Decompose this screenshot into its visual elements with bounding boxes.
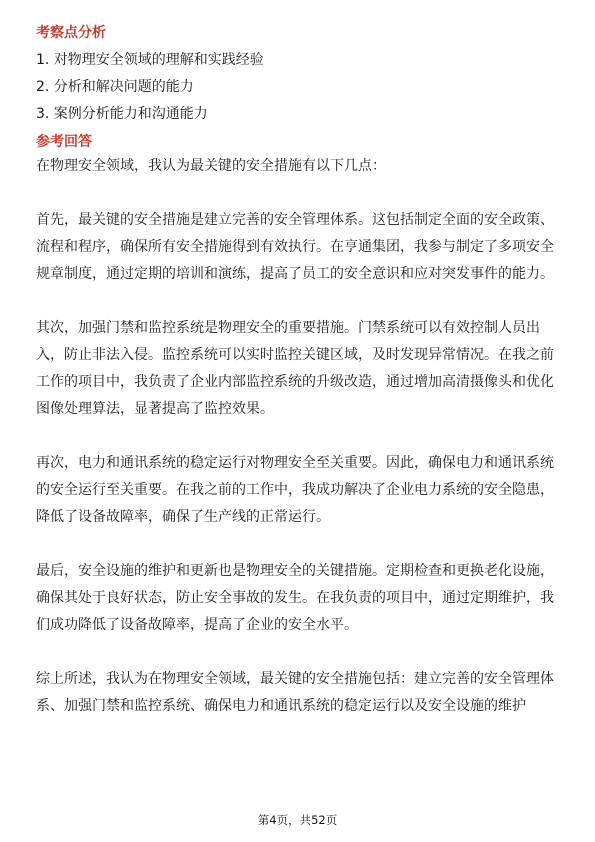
paragraph-spacer (36, 639, 564, 666)
analysis-heading: 考察点分析 (36, 25, 106, 41)
answer-summary: 综上所述，我认为在物理安全领域，最关键的安全措施包括：建立完善的安全管理体系、加强门禁和监控系统、确保电力和通讯系统的稳定运行以及安全设施的维护 (36, 671, 554, 714)
answer-paragraph-fourth: 最后，安全设施的维护和更新也是物理安全的关键措施。定期检查和更换老化设施，确保其处于良好状态，防止安全事故的发生。在我负责的项目中，通过定期维护，我们成功降低了设备故障率，提高了企业的安全水平。 (36, 563, 554, 633)
paragraph-spacer (36, 531, 564, 558)
answer-paragraph-second: 其次，加强门禁和监控系统是物理安全的重要措施。门禁系统可以有效控制人员出入，防止非法入侵。监控系统可以实时监控关键区域，及时发现异常情况。在我之前工作的项目中，我负责了企业内部监控系统的升级改造，通过增加高清摄像头和优化图像处理算法，显著提高了监控效果。 (36, 320, 554, 417)
answer-paragraph-third: 再次，电力和通讯系统的稳定运行对物理安全至关重要。因此，确保电力和通讯系统的安全运行至关重要。在我之前的工作中，我成功解决了企业电力系统的安全隐患，降低了设备故障率，确保了生产线的正常运行。 (36, 455, 554, 525)
answer-intro: 在物理安全领域，我认为最关键的安全措施有以下几点： (36, 158, 386, 174)
analysis-item-2: 2. 分析和解决问题的能力 (36, 79, 194, 95)
page-content (36, 22, 564, 720)
answer-paragraph-first: 首先，最关键的安全措施是建立完善的安全管理体系。这包括制定全面的安全政策、流程和程序，确保所有安全措施得到有效执行。在亨通集团，我参与制定了多项安全规章制度，通过定期的培训和演练，提高了员工的安全意识和应对突发事件的能力。 (36, 212, 554, 282)
paragraph-spacer (36, 180, 564, 207)
analysis-item-3: 3. 案例分析能力和沟通能力 (36, 106, 208, 122)
paragraph-spacer (36, 423, 564, 450)
answer-heading: 参考回答 (36, 134, 92, 150)
analysis-item-1: 1. 对物理安全领域的理解和实践经验 (36, 52, 264, 68)
page-number: 第4页，共52页 (257, 813, 338, 827)
paragraph-spacer (36, 288, 564, 315)
